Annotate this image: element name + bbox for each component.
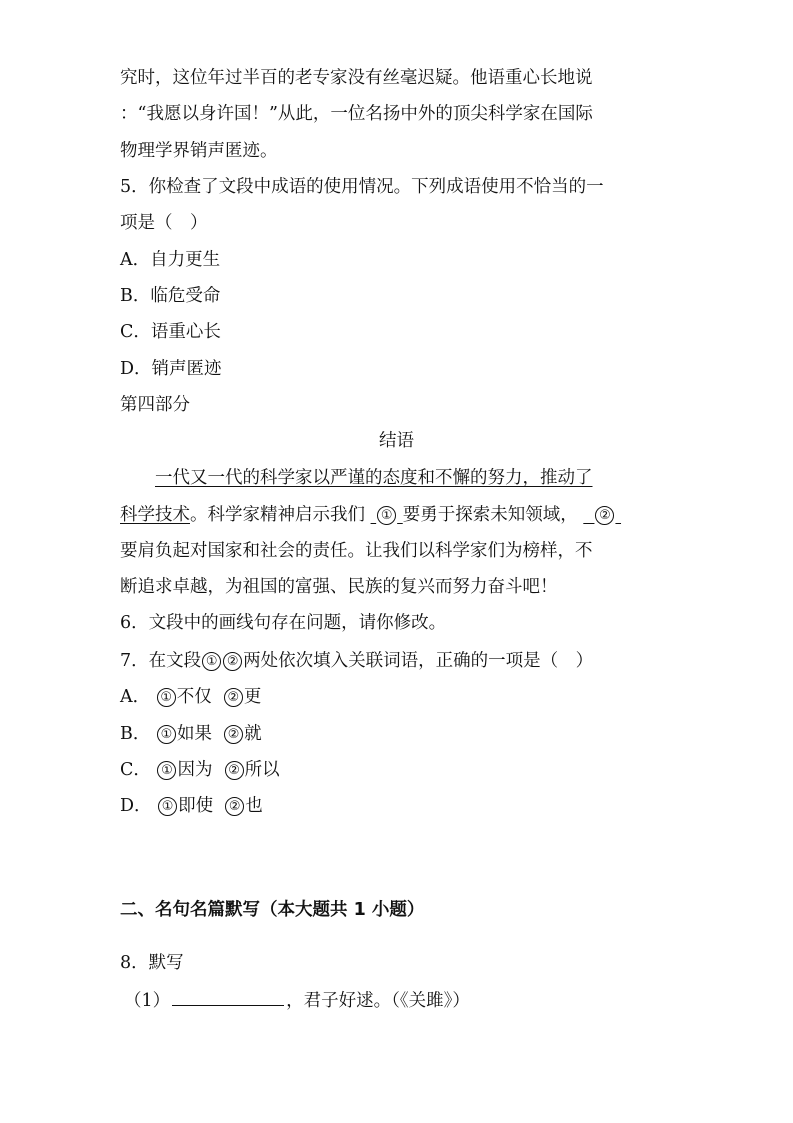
- question-5-option-b: B．临危受命: [120, 286, 221, 306]
- question-5-option-d: D．销声匿迹: [120, 359, 222, 379]
- marker-2: ②: [224, 725, 243, 744]
- marker-2: ②: [223, 652, 242, 671]
- marker-1: ①: [157, 761, 176, 780]
- option-word-2: 就: [244, 724, 262, 744]
- passage-line-2: ：“我愿以身许国！”从此，一位名扬中外的顶尖科学家在国际: [120, 104, 593, 124]
- part-4-line-4: 断追求卓越，为祖国的富强、民族的复兴而努力奋斗吧！: [120, 577, 558, 597]
- item-number: （1）: [124, 991, 171, 1011]
- marker-1: ①: [157, 725, 176, 744]
- question-7-option-a: [120, 688, 261, 707]
- marker-1: ①: [377, 506, 396, 525]
- passage-line-3: 物理学界销声匿迹。: [120, 141, 278, 161]
- text: 要勇于探索未知领域，: [402, 505, 578, 525]
- fill-in-blank[interactable]: [172, 990, 284, 1006]
- question-7-option-d: [120, 797, 263, 816]
- part-4-title: 结语: [379, 431, 414, 451]
- question-6-stem: 6．文段中的画线句存在问题，请你修改。: [120, 613, 447, 633]
- underlined-sentence-a: [155, 470, 593, 488]
- marker-2: ②: [225, 797, 244, 816]
- text: 。科学家精神启示我们: [190, 505, 365, 525]
- marker-1: ①: [202, 652, 221, 671]
- part-4-line-3: 要肩负起对国家和社会的责任。让我们以科学家们为榜样，不: [120, 541, 593, 561]
- option-word-1: 如果: [176, 724, 212, 744]
- question-7-option-c: [120, 761, 280, 780]
- option-letter: D．: [120, 796, 152, 816]
- question-5-option-a: A．自力更生: [120, 250, 221, 270]
- option-letter: A．: [120, 687, 151, 707]
- passage-line-1: 究时，这位年过半百的老专家没有丝毫迟疑。他语重心长地说: [120, 68, 593, 88]
- part-4-line-2: [120, 506, 621, 525]
- marker-1: ①: [157, 688, 176, 707]
- question-7-stem: [120, 652, 593, 671]
- part-4-heading: 第四部分: [120, 395, 190, 415]
- marker-2: ②: [224, 688, 243, 707]
- marker-1: ①: [158, 797, 177, 816]
- blank-2: [583, 505, 621, 525]
- question-5-option-c: C．语重心长: [120, 322, 221, 342]
- item-text: ，君子好逑。（《关雎》）: [286, 991, 470, 1011]
- option-word-1: 因为: [177, 760, 213, 780]
- blank-1: [371, 505, 403, 525]
- option-word-2: 也: [245, 796, 263, 816]
- underlined-text-b: 科学技术: [120, 505, 190, 525]
- marker-2: ②: [225, 761, 244, 780]
- question-8-stem: 8．默写: [120, 953, 184, 973]
- text: 7．在文段: [120, 651, 202, 671]
- option-word-1: 不仅: [176, 687, 212, 707]
- text: 两处依次填入关联词语，正确的一项是（ ）: [243, 651, 594, 671]
- question-5-stem: 5．你检查了文段中成语的使用情况。下列成语使用不恰当的一: [120, 177, 604, 197]
- option-letter: B．: [120, 724, 151, 744]
- option-word-2: 更: [243, 687, 262, 707]
- question-5-stem-cont: 项是（ ）: [120, 213, 208, 233]
- option-word-2: 所以: [244, 760, 280, 780]
- section-2-heading: 二、名句名篇默写（本大题共 1 小题）: [120, 900, 425, 920]
- marker-2: ②: [595, 506, 614, 525]
- option-word-1: 即使: [178, 796, 214, 816]
- underlined-text: 一代又一代的科学家以严谨的态度和不懈的努力，推动了: [155, 468, 593, 488]
- question-8-item-1: [124, 990, 470, 1011]
- question-7-option-b: [120, 725, 262, 744]
- option-letter: C．: [120, 760, 151, 780]
